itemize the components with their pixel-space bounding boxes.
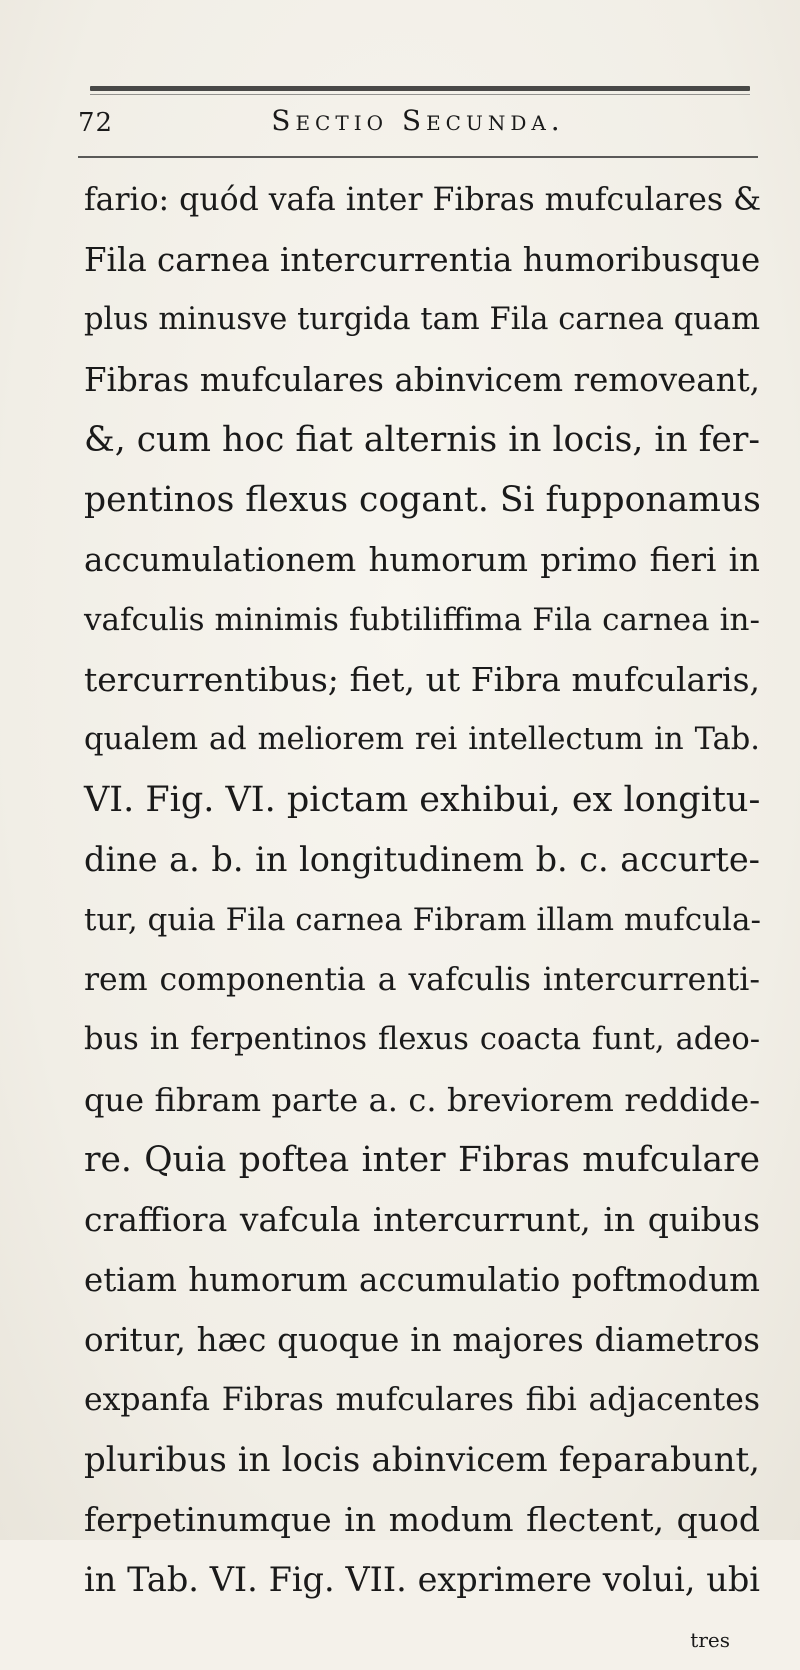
text-line: pluribus in locis abinvicem feparabunt, <box>84 1440 760 1480</box>
text-line: VI. Fig. VI. pictam exhibui, ex longitu- <box>84 780 761 820</box>
top-border-rule <box>90 86 750 91</box>
text-line: vafculis minimis fubtiliffima Fila carnea in- <box>84 602 760 638</box>
text-line: ferpetinumque in modum flectent, quod <box>84 1500 760 1539</box>
text-line: in Tab. VI. Fig. VII. exprimere volui, ubi <box>84 1560 760 1599</box>
text-line: fario: quód vafa inter Fibras mufculares & <box>84 182 762 218</box>
text-line: &, cum hoc fiat alternis in locis, in fer- <box>84 420 760 460</box>
text-line: qualem ad meliorem rei intellectum in Tab. <box>84 722 760 757</box>
text-line: accumulationem humorum primo fieri in <box>84 541 760 579</box>
text-line: etiam humorum accumulatio poftmodum <box>84 1261 760 1299</box>
text-line: Fibras mufculares abinvicem removeant, <box>84 361 760 399</box>
text-line: re. Quia poftea inter Fibras mufculare <box>84 1140 760 1180</box>
text-line: craffiora vafcula intercurrunt, in quibus <box>84 1200 760 1239</box>
text-line: dine a. b. in longitudinem b. c. accurte- <box>84 840 760 879</box>
page-header <box>78 100 758 140</box>
body-text <box>84 170 760 1670</box>
text-line: plus minusve turgida tam Fila carnea quam <box>84 302 760 337</box>
top-border-rule-thin <box>90 94 750 95</box>
running-head: Sectio Secunda. <box>271 104 565 137</box>
page-number: 72 <box>78 108 114 138</box>
text-line: tercurrentibus; fiet, ut Fibra mufcularis, <box>84 660 760 699</box>
catchword: tres <box>690 1628 730 1652</box>
text-line: bus in ferpentinos flexus coacta funt, adeo- <box>84 1022 760 1057</box>
header-rule <box>78 156 758 158</box>
text-line: pentinos flexus cogant. Si fupponamus <box>84 480 761 520</box>
text-line: expanfa Fibras mufculares fibi adjacentes <box>84 1382 760 1418</box>
text-line: tur, quia Fila carnea Fibram illam mufcula- <box>84 902 761 938</box>
text-line: oritur, hæc quoque in majores diametros <box>84 1321 760 1359</box>
text-line: Fila carnea intercurrentia humoribusque <box>84 241 761 279</box>
text-line: que fibram parte a. c. breviorem reddide- <box>84 1081 760 1119</box>
text-line: rem componentia a vafculis intercurrenti- <box>84 962 760 998</box>
